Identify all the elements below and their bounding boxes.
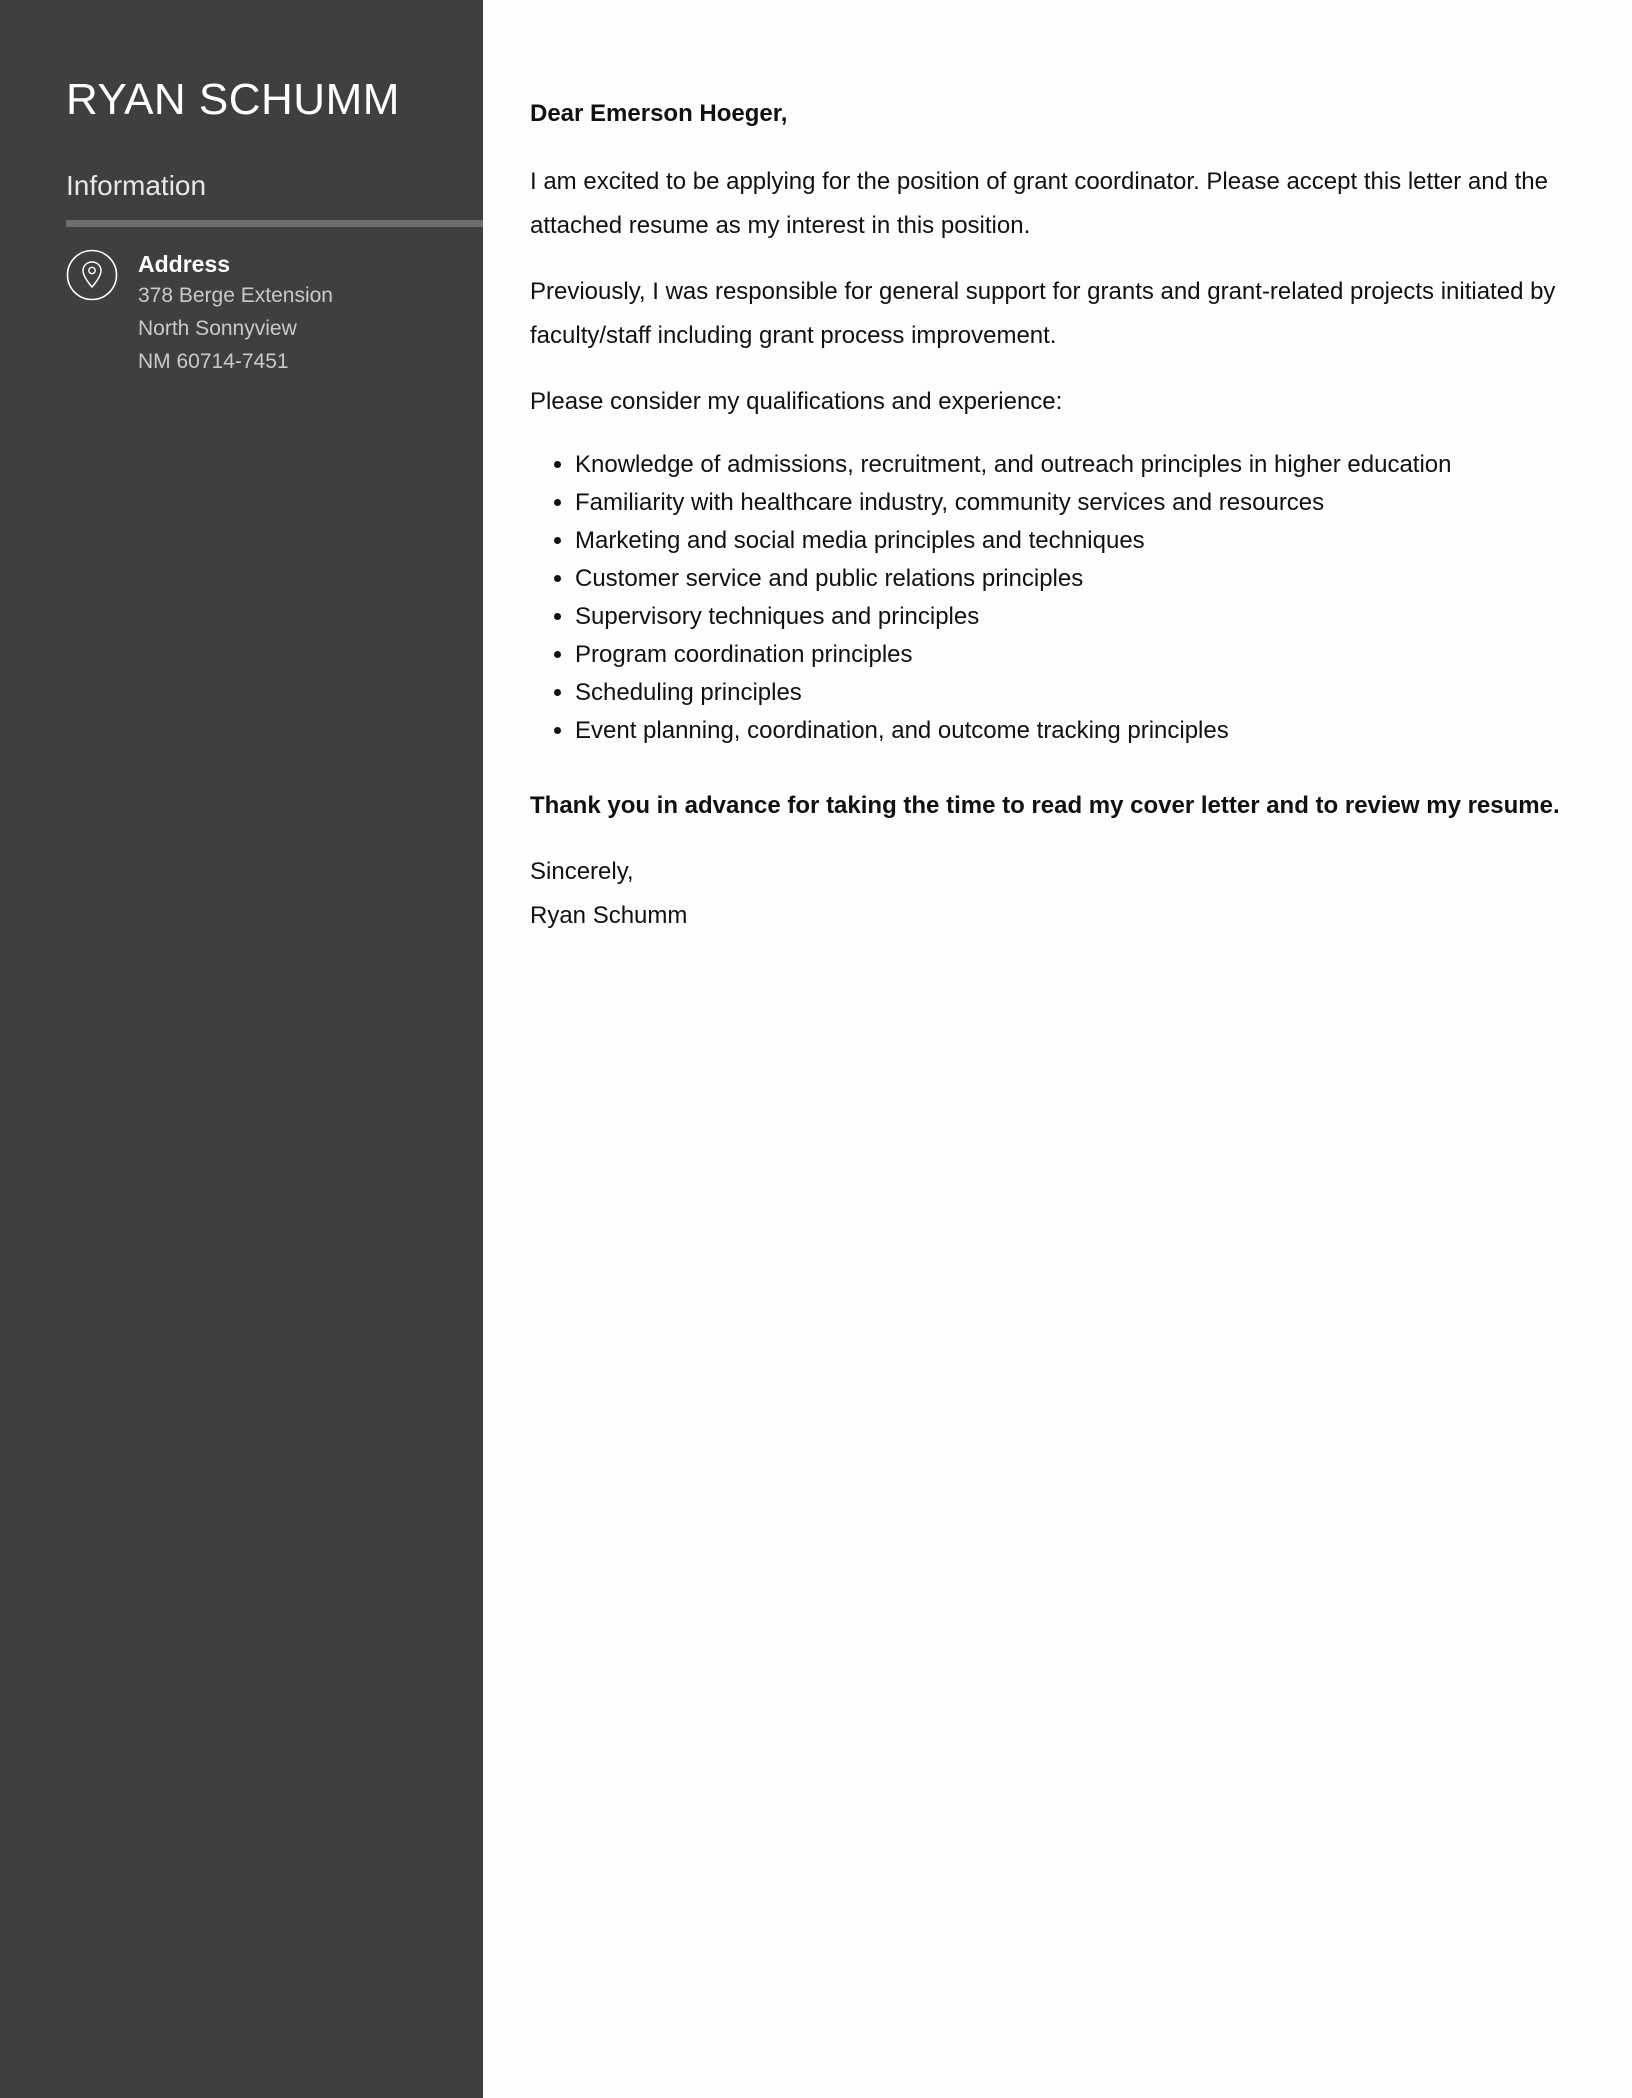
information-heading: Information bbox=[66, 170, 207, 201]
qualifications-list bbox=[530, 446, 1572, 750]
address-label: Address bbox=[138, 251, 231, 277]
address-line-1: 378 Berge Extension bbox=[138, 284, 333, 307]
list-item: • Marketing and social media principles and techniques bbox=[575, 522, 1572, 560]
salutation: Dear Emerson Hoeger, bbox=[530, 100, 788, 127]
sidebar bbox=[0, 0, 483, 2098]
signoff: Sincerely, bbox=[530, 858, 634, 885]
signature-name: Ryan Schumm bbox=[530, 902, 688, 929]
qualifications-intro: Please consider my qualifications and experience: bbox=[530, 388, 1063, 415]
list-item: • Program coordination principles bbox=[575, 636, 1572, 674]
address-block bbox=[66, 249, 483, 378]
list-item: • Supervisory techniques and principles bbox=[575, 598, 1572, 636]
letter-body bbox=[483, 0, 1632, 2098]
intro-paragraph: I am excited to be applying for the position of grant coordinator. Please accept this letter and the attached resume as my interest in this position. bbox=[530, 168, 1548, 239]
address-line-3: NM 60714-7451 bbox=[138, 350, 289, 373]
address-line-2: North Sonnyview bbox=[138, 317, 297, 340]
information-divider bbox=[66, 220, 483, 227]
list-item: • Knowledge of admissions, recruitment, and outreach principles in higher education bbox=[575, 446, 1572, 484]
address-text bbox=[138, 249, 333, 378]
list-item: • Event planning, coordination, and outcome tracking principles bbox=[575, 712, 1572, 750]
location-pin-icon bbox=[66, 249, 118, 301]
applicant-name: RYAN SCHUMM bbox=[66, 75, 400, 124]
list-item: • Scheduling principles bbox=[575, 674, 1572, 712]
list-item: • Customer service and public relations principles bbox=[575, 560, 1572, 598]
closing-paragraph: Thank you in advance for taking the time to read my cover letter and to review my resume. bbox=[530, 792, 1560, 819]
list-item: • Familiarity with healthcare industry, community services and resources bbox=[575, 484, 1572, 522]
experience-paragraph: Previously, I was responsible for general support for grants and grant-related projects initiated by faculty/staff including grant process improvement. bbox=[530, 278, 1556, 349]
